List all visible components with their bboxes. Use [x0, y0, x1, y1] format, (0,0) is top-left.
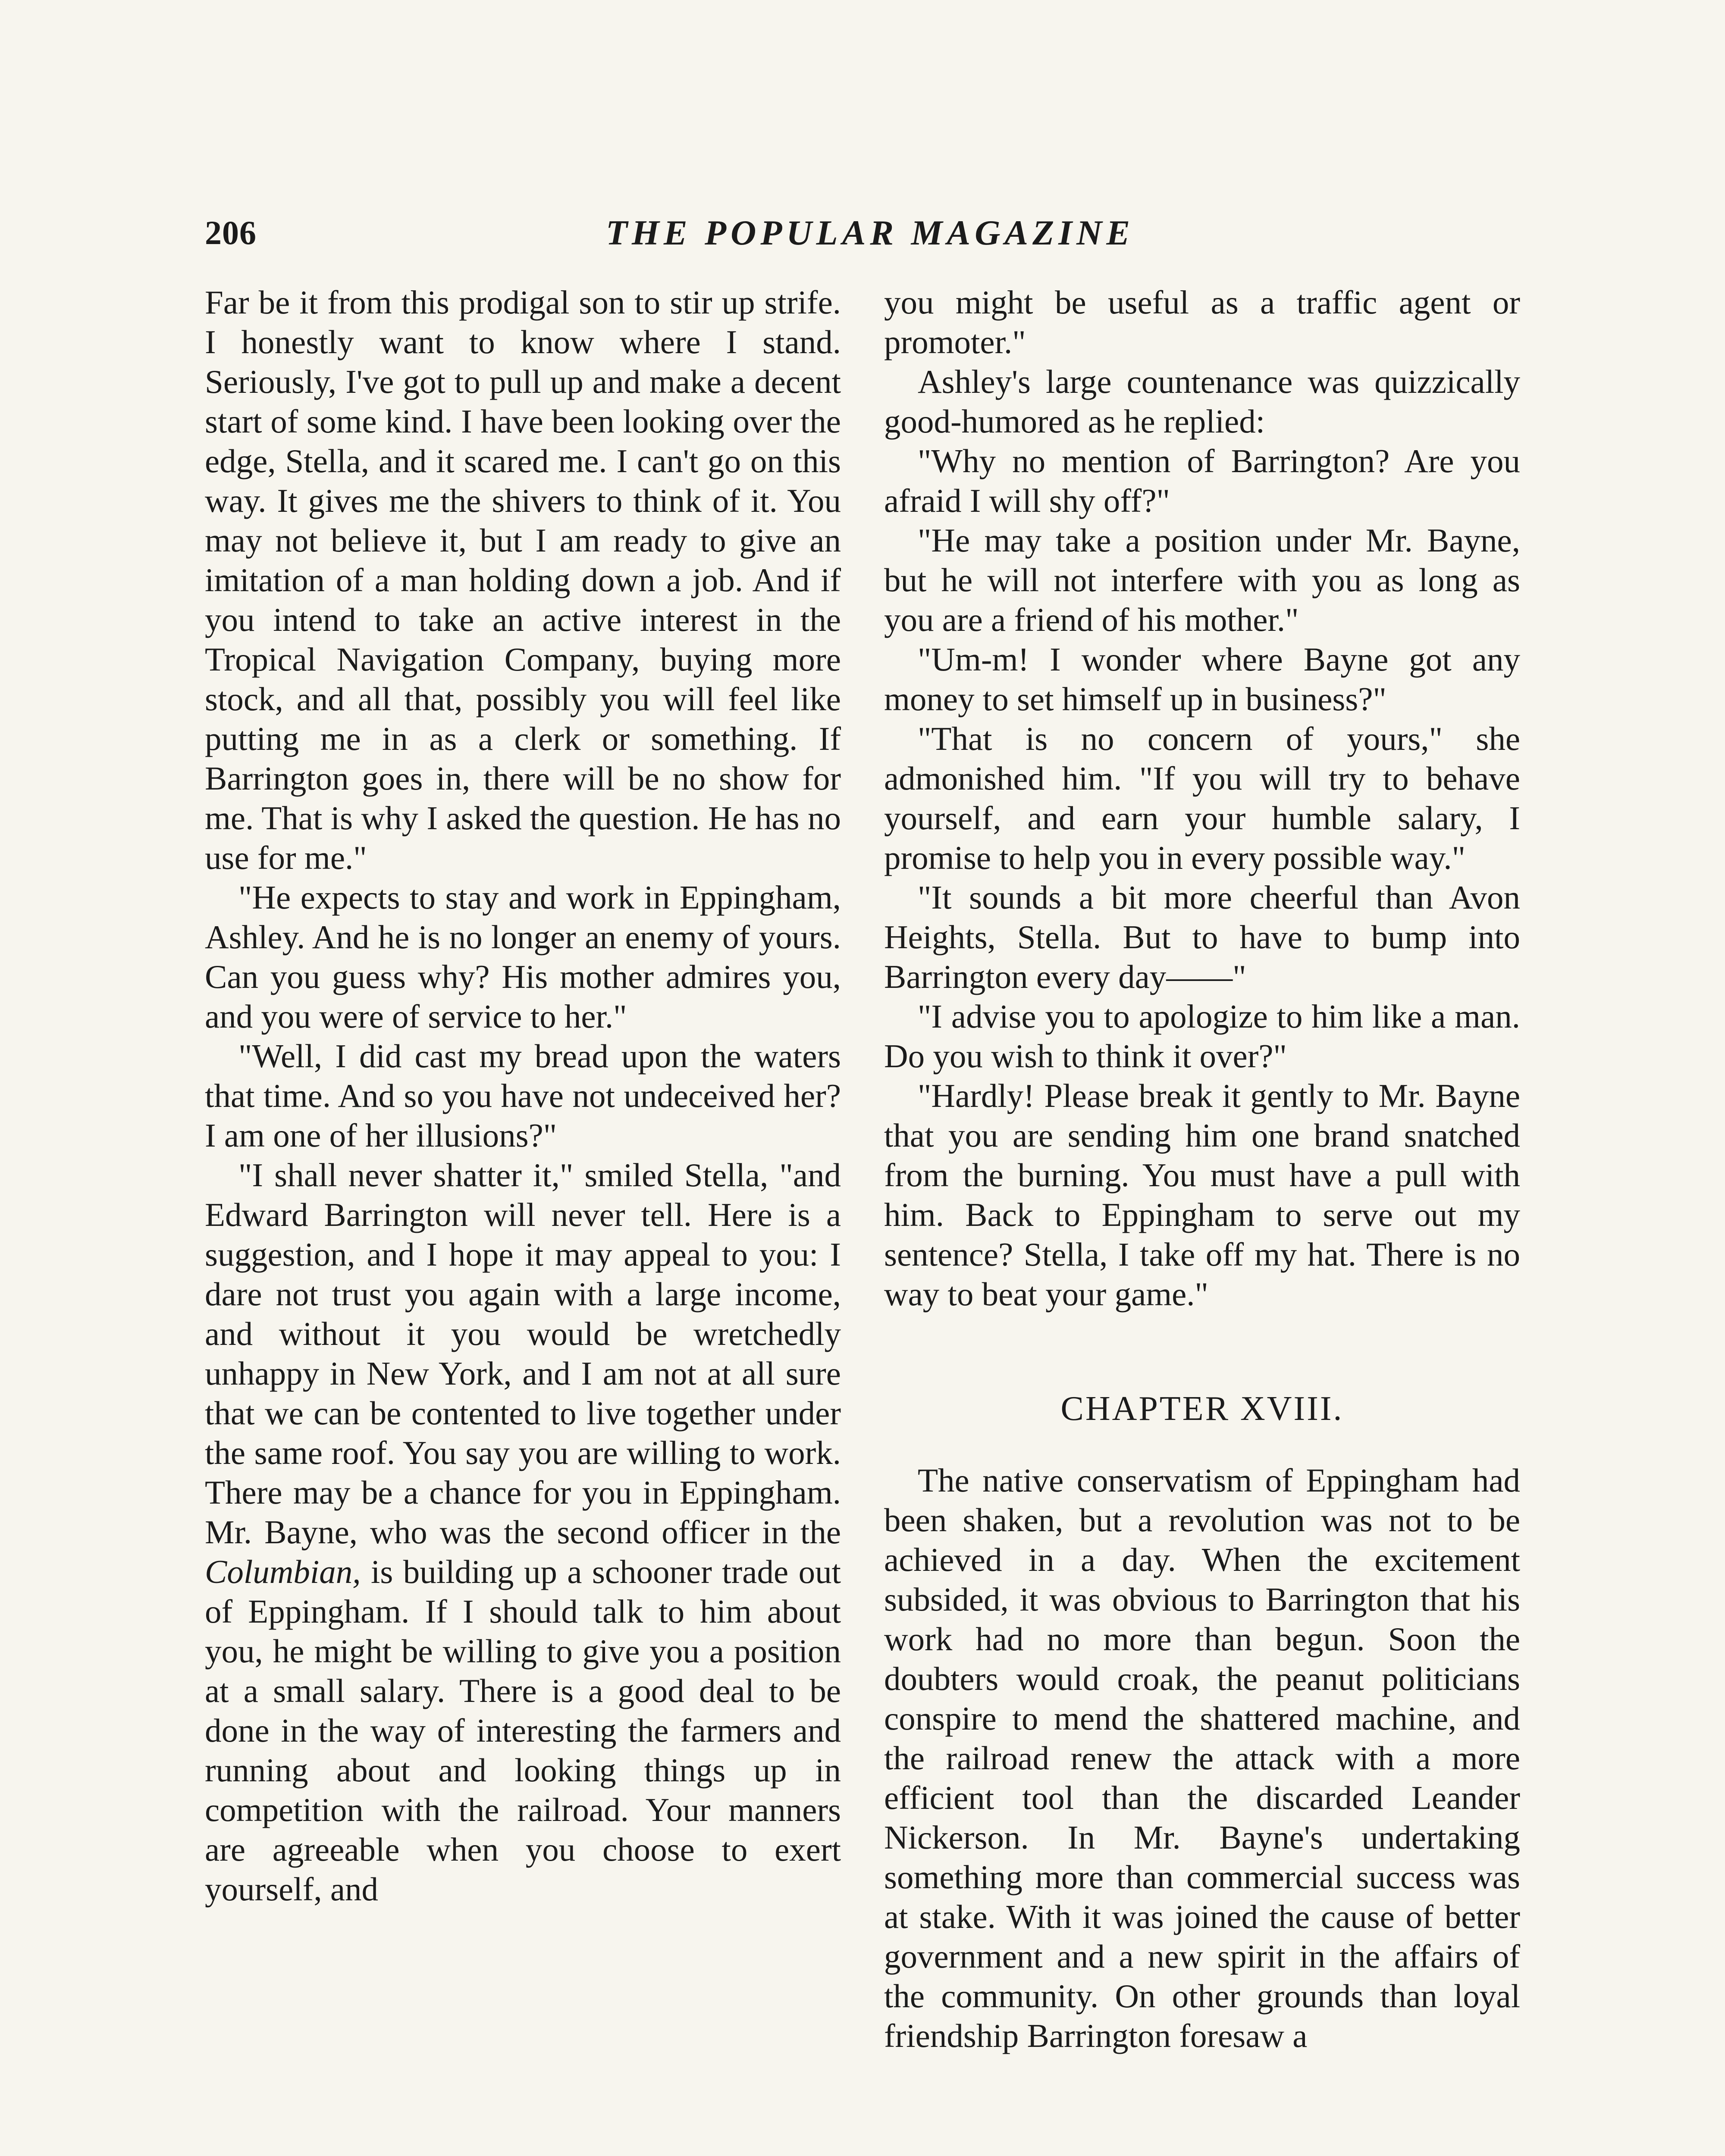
- paragraph: "That is no concern of yours," she admonished him. "If you will try to behave yourself, and earn your humble salary, I promise to help you in every possible way.": [884, 720, 1520, 876]
- paragraph: The native conservatism of Eppingham had been shaken, but a revolution was not to be achieved in a day. When the excitement subsided, it was obvious to Barrington that his work had no more than begun. Soon the doubters would croak, the peanut politicians conspire to mend the shattered machine, and the railroad renew the attack with a more efficient tool than the discarded Leander Nickerson. In Mr. Bayne's undertaking something more than commercial success was at stake. With it was joined the cause of better government and a new spirit in the affairs of the community. On other grounds than loyal friendship Barrington foresaw a: [884, 1462, 1520, 2054]
- paragraph: "It sounds a bit more cheerful than Avon Heights, Stella. But to have to bump into Barrington every day——": [884, 879, 1520, 995]
- paragraph: "He expects to stay and work in Eppingham, Ashley. And he is no longer an enemy of yours. Can you guess why? His mother admires you, and you were of service to her.": [205, 879, 841, 1035]
- paragraph: you might be useful as a traffic agent or promoter.": [884, 284, 1520, 360]
- paragraph: "I advise you to apologize to him like a man. Do you wish to think it over?": [884, 998, 1520, 1075]
- paragraph: "Um-m! I wonder where Bayne got any money to set himself up in business?": [884, 641, 1520, 718]
- page-header: [205, 209, 1535, 257]
- left-column: [205, 282, 841, 1909]
- right-column: [884, 282, 1520, 2056]
- paragraph: "Well, I did cast my bread upon the waters that time. And so you have not undeceived her? I am one of her illusions?": [205, 1037, 841, 1154]
- paragraph: "Why no mention of Barrington? Are you afraid I will shy off?": [884, 442, 1520, 519]
- paragraph: [205, 1155, 841, 1909]
- paragraph-text: "I shall never shatter it," smiled Stella, "and Edward Barrington will never tell. Here is a suggestion, and I hope it may appeal to you: I dare not trust you again with a large income, and without it you would be wretchedly unhappy in New York, and I am not at all sure that we can be contented to live together under the same roof. You say you are willing to work. There may be a chance for you in Eppingham. Mr. Bayne, who was the second officer in the: [205, 1156, 841, 1551]
- paragraph: "Hardly! Please break it gently to Mr. Bayne that you are sending him one brand snatched from the burning. You must have a pull with him. Back to Eppingham to serve out my sentence? Stella, I take off my hat. There is no way to beat your game.": [884, 1077, 1520, 1313]
- paragraph: Far be it from this prodigal son to stir up strife. I honestly want to know where I stand. Seriously, I've got to pull up and make a decent start of some kind. I have been looking over the edge, Stella, and it scared me. I can't go on this way. It gives me the shivers to think of it. You may not believe it, but I am ready to give an imitation of a man holding down a job. And if you intend to take an active interest in the Tropical Navigation Company, buying more stock, and all that, possibly you will feel like putting me in as a clerk or something. If Barrington goes in, there will be no show for me. That is why I asked the question. He has no use for me.": [205, 284, 841, 876]
- chapter-heading: CHAPTER XVIII.: [1060, 1390, 1344, 1428]
- running-title: THE POPULAR MAGAZINE: [605, 213, 1135, 252]
- paragraph: "He may take a position under Mr. Bayne, but he will not interfere with you as long as you are a friend of his mother.": [884, 522, 1520, 638]
- paragraph: Ashley's large countenance was quizzically good-humored as he replied:: [884, 363, 1520, 440]
- paragraph-text: is building up a schooner trade out of Eppingham. If I should talk to him about you, he might be willing to give you a position at a small salary. There is a good deal to be done in the way of interesting the farmers and running about and looking things up in competition with the railroad. Your manners are agreeable when you choose to exert yourself, and: [205, 1553, 841, 1908]
- page-number: 206: [205, 214, 257, 251]
- ship-name: Columbian,: [205, 1553, 361, 1590]
